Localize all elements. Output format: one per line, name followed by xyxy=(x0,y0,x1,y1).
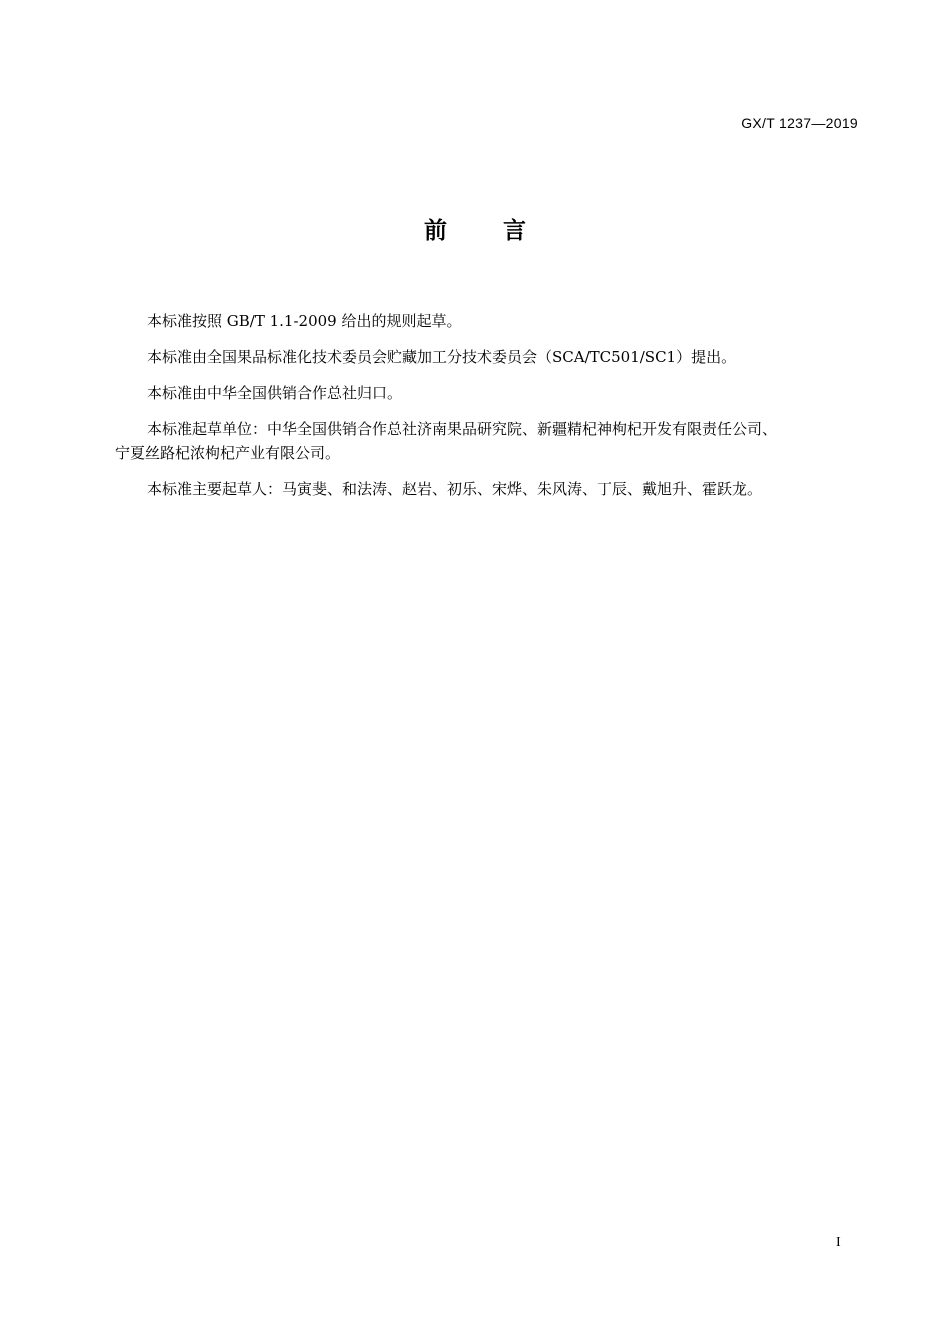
paragraph-drafting-units xyxy=(115,417,845,465)
page-number: I xyxy=(836,1235,841,1250)
paragraph-proposed-by: 本标准由全国果品标准化技术委员会贮藏加工分技术委员会（SCA/TC501/SC1）提出。 xyxy=(147,348,737,366)
paragraph-drafters: 本标准主要起草人：马寅斐、和法涛、赵岩、初乐、宋烨、朱风涛、丁辰、戴旭升、霍跃龙。 xyxy=(147,480,763,498)
document-code: GX/T 1237—2019 xyxy=(741,115,858,131)
title-char-1: 前 xyxy=(424,218,447,244)
page-title xyxy=(0,212,950,245)
paragraph-under-jurisdiction: 本标准由中华全国供销合作总社归口。 xyxy=(147,384,403,402)
foreword-body xyxy=(115,309,845,513)
drafting-units-line-1: 本标准起草单位：中华全国供销合作总社济南果品研究院、新疆精杞神枸杞开发有限责任公司、 xyxy=(147,420,778,438)
drafting-units-line-2: 宁夏丝路杞浓枸杞产业有限公司。 xyxy=(115,444,341,462)
paragraph-drafting-rules: 本标准按照 GB/T 1.1-2009 给出的规则起草。 xyxy=(147,312,462,330)
title-char-2: 言 xyxy=(503,218,526,244)
